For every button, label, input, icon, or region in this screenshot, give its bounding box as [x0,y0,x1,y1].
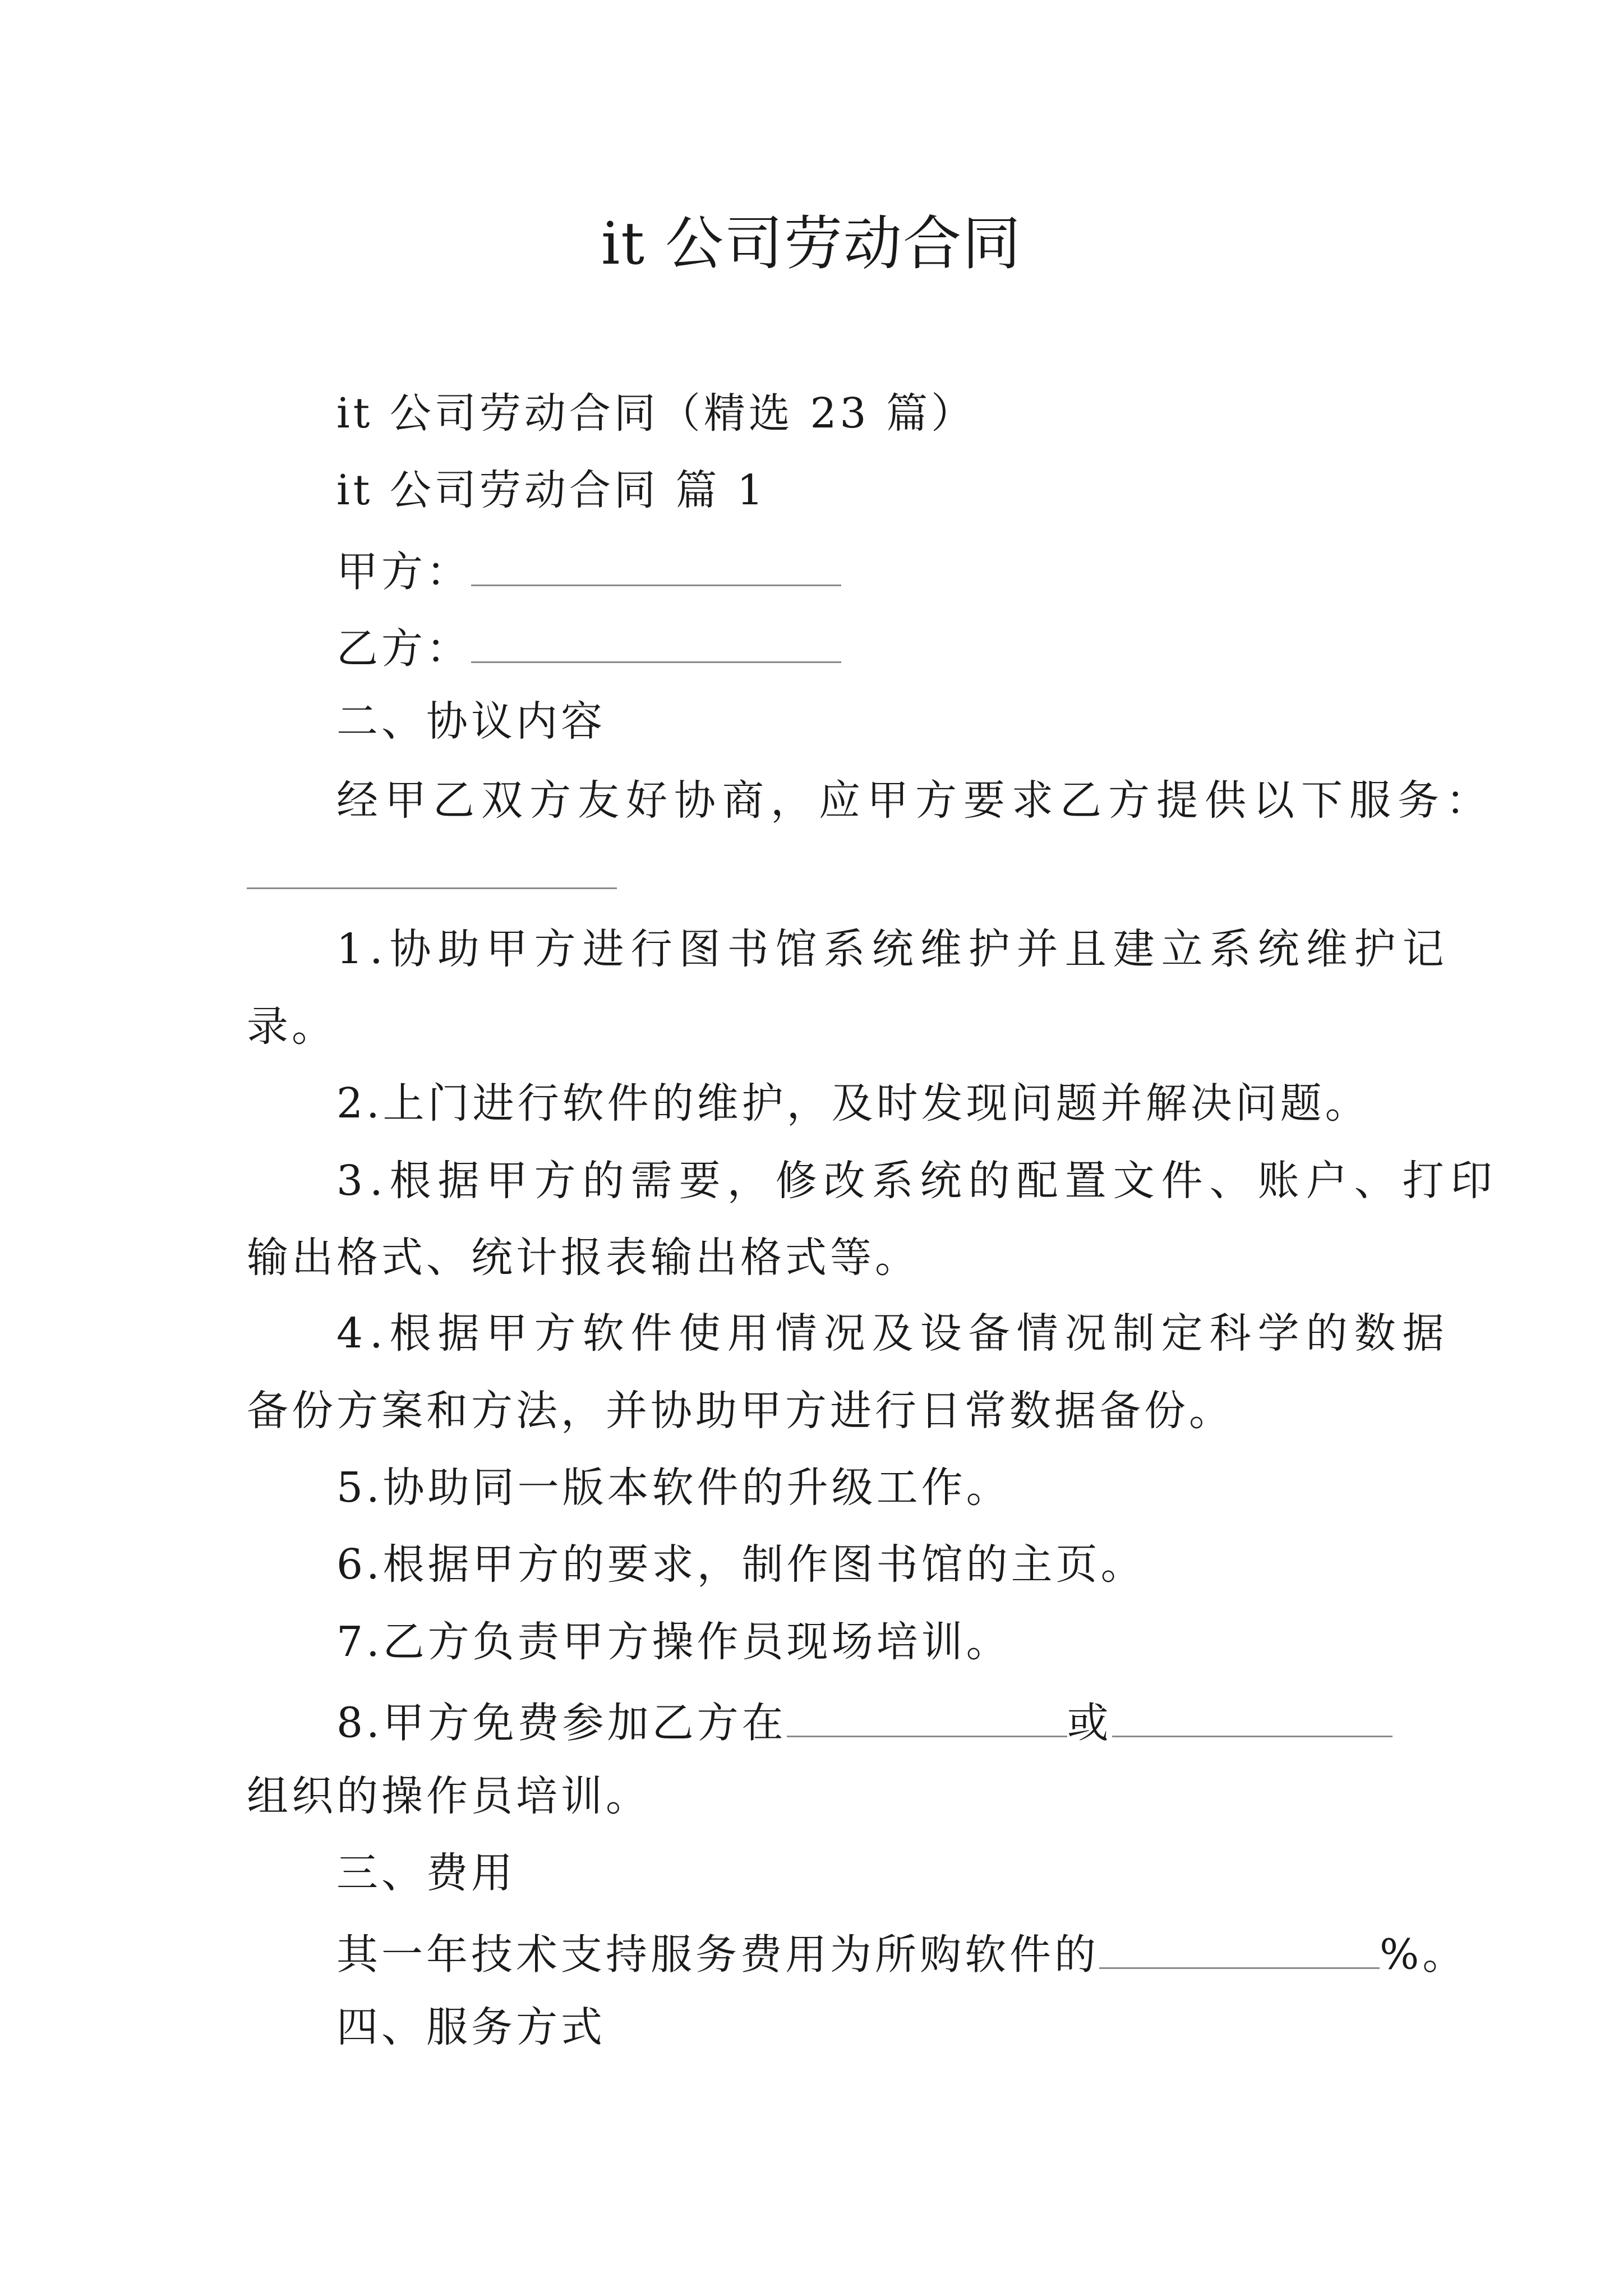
document-title: it 公司劳动合同 [601,209,1022,278]
item-8-blank-2 [1112,1698,1393,1737]
item-3-line-2: 输出格式、统计报表输出格式等。 [247,1234,920,1282]
party-b-blank [471,624,841,663]
party-b-label: 乙方： [336,624,471,673]
document-subtitle: it 公司劳动合同（精选 23 篇） [336,389,976,438]
fee-line [336,1930,1468,1979]
party-a-line [336,547,841,596]
party-a-label: 甲方： [336,547,471,596]
party-b-line [336,624,841,673]
item-3-line-1: 3.根据甲方的需要，修改系统的配置文件、账户、打印 [336,1157,1499,1205]
item-5: 5.协助同一版本软件的升级工作。 [336,1464,1011,1512]
heading-service-method: 四、服务方式 [336,2003,606,2051]
heading-fees: 三、费用 [336,1849,516,1897]
item-6: 6.根据甲方的要求，制作图书馆的主页。 [336,1540,1146,1589]
intro-paragraph: 经甲乙双方友好协商，应甲方要求乙方提供以下服务： [336,776,1494,825]
party-a-blank [471,547,841,586]
item-8-text-b: 或 [1067,1699,1112,1747]
item-4-line-1: 4.根据甲方软件使用情况及设备情况制定科学的数据 [336,1309,1451,1358]
section-title: it 公司劳动合同 篇 1 [336,466,767,514]
item-8-line-2: 组织的操作员培训。 [247,1772,651,1820]
fee-text-a: 其一年技术支持服务费用为所购软件的 [336,1930,1099,1979]
heading-agreement-content: 二、协议内容 [336,697,606,746]
intro-blank-line [247,887,617,889]
item-4-line-2: 备份方案和方法，并协助甲方进行日常数据备份。 [247,1387,1234,1435]
item-8-blank-1 [787,1698,1067,1737]
item-2: 2.上门进行软件的维护，及时发现问题并解决问题。 [336,1079,1370,1128]
item-1-line-2: 录。 [247,1002,336,1051]
item-8-line-1 [336,1698,1393,1747]
fee-text-b: %。 [1380,1930,1468,1979]
item-1-line-1: 1.协助甲方进行图书馆系统维护并且建立系统维护记 [336,925,1451,973]
item-7: 7.乙方负责甲方操作员现场培训。 [336,1618,1011,1666]
item-8-text-a: 8.甲方免费参加乙方在 [336,1699,787,1747]
fee-blank [1099,1930,1380,1969]
